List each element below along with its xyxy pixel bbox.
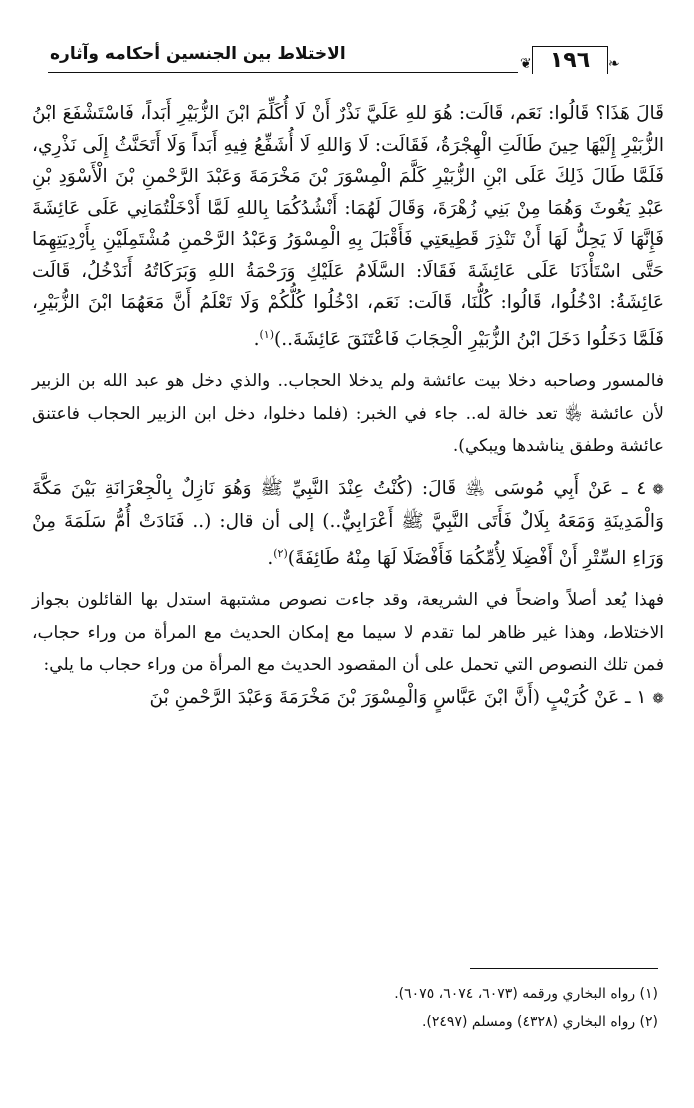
hadith-paragraph — [32, 682, 664, 716]
header-title: الاختلاط بين الجنسين أحكامه وآثاره — [50, 44, 346, 64]
header-rule — [48, 72, 518, 73]
commentary-paragraph — [32, 365, 664, 463]
paragraph-text: فهذا يُعد أصلاً واضحاً في الشريعة، وقد جاءت نصوص مشتبهة استدل بها القائلون بجواز الاختلاط، وهذا غير ظاهر لما تقدم لا سيما مع إمكان الحديث مع المرأة من وراء حجاب، فمن تلك النصوص التي تحمل على أن المقصود الحديث مع المرأة من وراء حجاب ما يلي: — [32, 590, 664, 676]
ornament-icon: ❦ — [520, 56, 532, 72]
hadith-paragraph: قَالَ هَذَا؟ قَالُوا: نَعَم، قَالَت: هُوَ للهِ عَلَيَّ نَذْرٌ أَنْ لَا أُكَلِّمَ ابْنَ الزُّبَيْرِ أَبَداً، فَاسْتَشْفَعَ ابْنُ الزُّبَيْرِ إِلَيْهَا حِينَ طَالَتِ الْهِجْرَةُ، فَقَالَت: لَا وَاللهِ لَا أُشَفِّعُ فِيهِ أَبَداً وَلَا أَتَحَنَّثُ إِلَى نَذْرِي، فَلَمَّا طَالَ ذَلِكَ عَلَى ابْنِ الزُّبَيْرِ كَلَّمَ الْمِسْوَرَ بْنَ مَخْرَمَةَ وَعَبْدَ الرَّحْمنِ بْنَ الْأَسْوَدِ بْنِ عَبْدِ يَغُوثَ وَهُمَا مِنْ بَنِي زُهْرَةَ، وَقَالَ لَهُمَا: أَنْشُدُكُمَا بِاللهِ لَمَّا أَدْخَلْتُمَانِي عَلَى عَائِشَةَ فَإِنَّهَا لَا يَحِلُّ لَهَا أَنْ تَنْذِرَ قَطِيعَتِي فَأَقْبَلَ بِهِ الْمِسْوَرُ وَعَبْدُ الرَّحْمنِ مُشْتَمِلَيْنِ بِأَرْدِيَتِهِمَا حَتَّى اسْتَأْذَنَا عَلَى عَائِشَةَ فَقَالَا: السَّلَامُ عَلَيْكِ وَرَحْمَةُ اللهِ وَبَرَكَاتُهُ أَنَدْخُلُ، قَالَت عَائِشَةُ: ادْخُلُوا، قَالُوا: كُلُّنَا، قَالَت: نَعَم، ادْخُلُوا كُلُّكُمْ وَلَا تَعْلَمُ أَنَّ مَعَهُمَا ابْنَ الزُّبَيْرِ، فَلَمَّا دَخَلُوا دَخَلَ ابْنُ الزُّبَيْرِ الْحِجَابَ فَاعْتَنَقَ عَائِشَةَ..)$^{(١)}$. — [32, 103, 665, 350]
footnotes — [200, 980, 658, 1036]
footnote-ref: (١) — [259, 327, 274, 341]
running-header — [20, 38, 670, 78]
footnote: (١) رواه البخاري ورقمه (٦٠٧٣، ٦٠٧٤، ٦٠٧٥). — [394, 986, 658, 1002]
paragraph-text: قَالَ هَذَا؟ قَالُوا: نَعَم، قَالَت: هُوَ للهِ عَلَيَّ نَذْرٌ أَنْ لَا أُكَلِّمَ ابْنَ الزُّبَيْرِ أَبَداً، فَاسْتَشْفَعَ ابْنُ الزُّبَيْرِ إِلَيْهَا حِينَ طَالَتِ الْهِجْرَةُ، فَقَالَت: لَا وَاللهِ لَا أُشَفِّعُ فِيهِ أَبَداً وَلَا أَتَحَنَّثُ إِلَى نَذْرِي، فَلَمَّا طَالَ ذَلِكَ عَلَى ابْنِ الزُّبَيْرِ كَلَّمَ الْمِسْوَرَ بْنَ مَخْرَمَةَ وَعَبْدَ الرَّحْمنِ بْنَ الْأَسْوَدِ بْنِ عَبْدِ يَغُوثَ وَهُمَا مِنْ بَنِي زُهْرَةَ، وَقَالَ لَهُمَا: أَنْشُدُكُمَا بِاللهِ لَمَّا أَدْخَلْتُمَانِي عَلَى عَائِشَةَ فَإِنَّهَا لَا يَحِلُّ لَهَا أَنْ تَنْذِرَ قَطِيعَتِي فَأَقْبَلَ بِهِ الْمِسْوَرُ وَعَبْدُ الرَّحْمنِ مُشْتَمِلَيْنِ بِأَرْدِيَتِهِمَا حَتَّى اسْتَأْذَنَا عَلَى عَائِشَةَ فَقَالَا: السَّلَامُ عَلَيْكِ وَرَحْمَةُ اللهِ وَبَرَكَاتُهُ أَنَدْخُلُ، قَالَت عَائِشَةُ: ادْخُلُوا، قَالُوا: كُلُّنَا، قَالَت: نَعَم، ادْخُلُوا كُلُّكُمْ وَلَا تَعْلَمُ أَنَّ مَعَهُمَا ابْنَ الزُّبَيْرِ، فَلَمَّا دَخَلُوا دَخَلَ ابْنُ الزُّبَيْرِ الْحِجَابَ فَاعْتَنَقَ عَائِشَةَ..) — [32, 103, 665, 350]
ornament-icon: ❧ — [608, 56, 620, 72]
hadith-paragraph: ❁٤ ـ عَنْ أَبِي مُوسَى ﵁ قَالَ: (كُنْتُ عِنْدَ النَّبِيِّ ﷺ وَهُوَ نَازِلٌ بِالْجِعْرَانَةِ بَيْنَ مَكَّةَ وَالْمَدِينَةِ وَمَعَهُ بِلَالٌ فَأَتَى النَّبِيَّ ﷺ أَعْرَابِيٌّ..) إلى أن قال: (.. فَنَادَتْ أُمُّ سَلَمَةَ مِنْ وَرَاءِ السِّتْرِ أَنْ أَفْضِلَا لِأُمِّكُمَا فَأَفْضَلَا لَهَا مِنْهُ طَائِفَةً)$^{(٢)}$. — [32, 477, 664, 569]
paragraph-text: ٤ ـ عَنْ أَبِي مُوسَى ﵁ قَالَ: (كُنْتُ عِنْدَ النَّبِيِّ ﷺ وَهُوَ نَازِلٌ بِالْجِعْرَانَةِ بَيْنَ مَكَّةَ وَالْمَدِينَةِ وَمَعَهُ بِلَالٌ فَأَتَى النَّبِيَّ ﷺ أَعْرَابِيٌّ..) إلى أن قال: (.. فَنَادَتْ أُمُّ سَلَمَةَ مِنْ وَرَاءِ السِّتْرِ أَنْ أَفْضِلَا لِأُمِّكُمَا فَأَفْضَلَا لَهَا مِنْهُ طَائِفَةً) — [32, 477, 664, 569]
page-number: ١٩٦ — [532, 46, 608, 74]
main-text — [32, 98, 664, 715]
paragraph-text: فالمسور وصاحبه دخلا بيت عائشة ولم يدخلا الحجاب.. والذي دخل هو عبد الله بن الزبير لأن عائشة ﵂ تعد خالة له.. جاء في الخبر: (فلما دخلوا، دخل ابن الزبير الحجاب فاعتنق عائشة وطفق يناشدها ويبكي). — [32, 371, 664, 457]
footnote-ref: (٢) — [273, 546, 288, 560]
flower-marker-icon: ❁ — [652, 481, 664, 498]
commentary-paragraph — [32, 584, 664, 682]
paragraph-text: ١ ـ عَنْ كُرَيْبٍ (أَنَّ ابْنَ عَبَّاسٍ وَالْمِسْوَرَ بْنَ مَخْرَمَةَ وَعَبْدَ الرَّحْمنِ بْنَ — [149, 686, 647, 708]
flower-marker-icon: ❁ — [652, 690, 664, 707]
footnote: (٢) رواه البخاري (٤٣٢٨) ومسلم (٢٤٩٧). — [421, 1014, 658, 1030]
footnote-separator — [470, 968, 658, 969]
